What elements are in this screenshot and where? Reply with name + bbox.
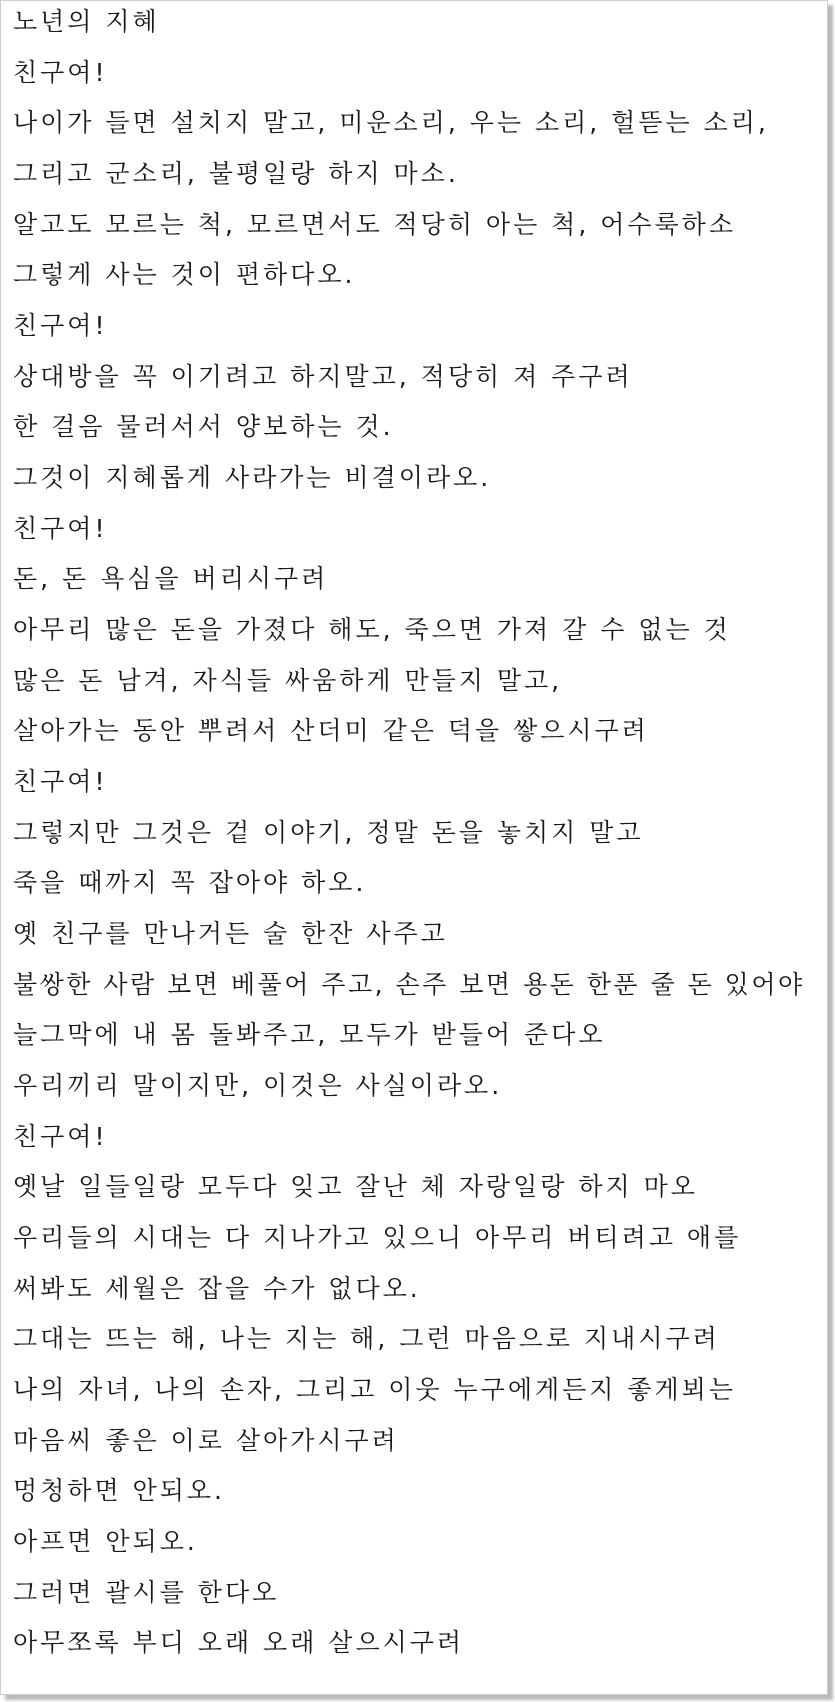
poem-line: 그렇지만 그것은 겉 이야기, 정말 돈을 놓치지 말고 [13, 818, 644, 847]
poem-line: 우리들의 시대는 다 지나가고 있으니 아무리 버티려고 애를 [13, 1223, 742, 1252]
poem-line: 늘그막에 내 몸 돌봐주고, 모두가 받들어 준다오 [13, 1020, 606, 1049]
poem-line: 그리고 군소리, 불평일랑 하지 마소. [13, 159, 459, 188]
poem-line: 한 걸음 물러서서 양보하는 것. [13, 412, 394, 441]
poem-line: 옛날 일들일랑 모두다 잊고 잘난 체 자랑일랑 하지 마오 [13, 1172, 698, 1201]
poem-line: 그렇게 사는 것이 편하다오. [13, 260, 356, 289]
poem-line: 많은 돈 남겨, 자식들 싸움하게 만들지 말고, [13, 666, 563, 695]
poem-line: 친구여! [13, 767, 108, 796]
poem-line: 아무쪼록 부디 오래 오래 살으시구려 [13, 1628, 465, 1657]
poem-line: 그러면 괄시를 한다오 [13, 1578, 280, 1607]
poem-line: 친구여! [13, 1122, 108, 1151]
poem-line: 아프면 안되오. [13, 1527, 198, 1556]
poem-line: 아무리 많은 돈을 가졌다 해도, 죽으면 가져 갈 수 없는 것 [13, 615, 731, 644]
poem-line: 나의 자녀, 나의 손자, 그리고 이웃 누구에게든지 좋게뵈는 [13, 1375, 736, 1404]
poem-line: 나이가 들면 설치지 말고, 미운소리, 우는 소리, 헐뜯는 소리, [13, 108, 769, 137]
poem-line: 친구여! [13, 514, 108, 543]
poem-line: 친구여! [13, 58, 108, 87]
poem-line: 죽을 때까지 꼭 잡아야 하오. [13, 868, 367, 897]
poem-line: 알고도 모르는 척, 모르면서도 적당히 아는 척, 어수룩하소 [13, 210, 736, 239]
poem-line: 불쌍한 사람 보면 베풀어 주고, 손주 보면 용돈 한푼 줄 돈 있어야 [13, 970, 805, 999]
poem-line: 우리끼리 말이지만, 이것은 사실이라오. [13, 1071, 503, 1100]
poem-line: 돈, 돈 욕심을 버리시구려 [13, 564, 329, 593]
poem-line: 친구여! [13, 311, 108, 340]
poem-line: 살아가는 동안 뿌려서 산더미 같은 덕을 쌓으시구려 [13, 716, 649, 745]
poem-line: 그것이 지혜롭게 사라가는 비결이라오. [13, 463, 492, 492]
poem-line: 옛 친구를 만나거든 술 한잔 사주고 [13, 919, 448, 948]
poem-line: 마음씨 좋은 이로 살아가시구려 [13, 1426, 399, 1455]
poem-line: 멍청하면 안되오. [13, 1476, 225, 1505]
poem-line: 써봐도 세월은 잡을 수가 없다오. [13, 1274, 421, 1303]
poem-line: 그대는 뜨는 해, 나는 지는 해, 그런 마음으로 지내시구려 [13, 1324, 720, 1353]
poem-line: 상대방을 꼭 이기려고 하지말고, 적당히 져 주구려 [13, 362, 633, 391]
poem-title: 노년의 지혜 [13, 7, 160, 36]
